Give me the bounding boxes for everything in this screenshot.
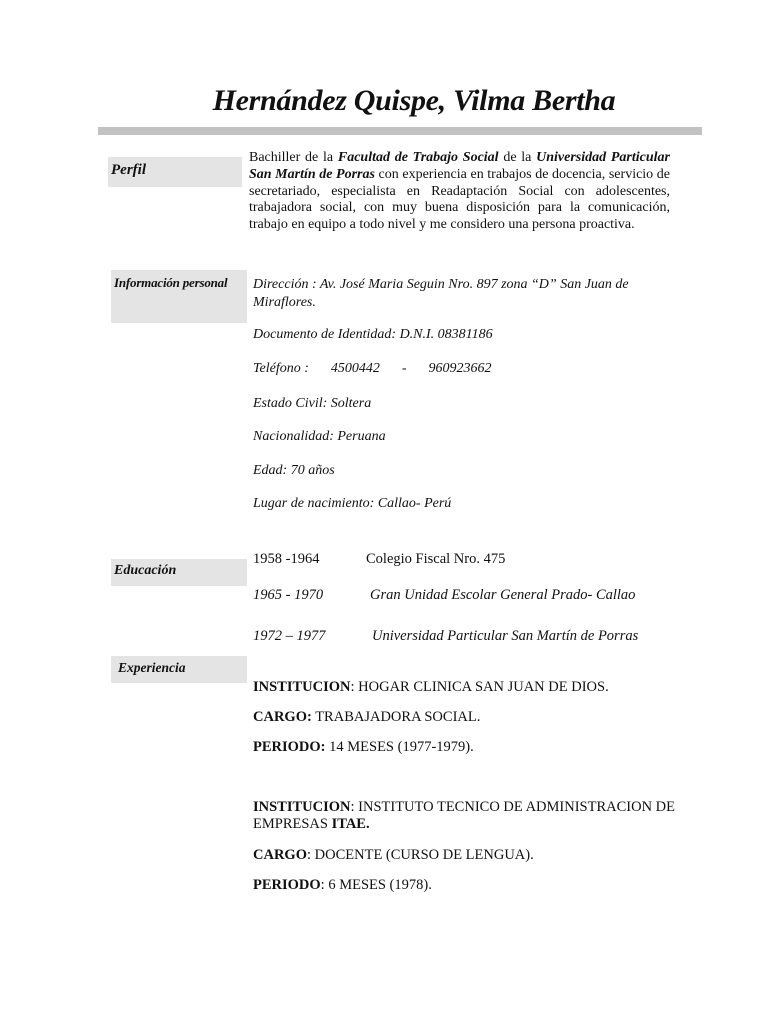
education-school: Gran Unidad Escolar General Prado- Callao (370, 587, 636, 603)
nationality: Nacionalidad: Peruana (253, 429, 386, 444)
education-item (253, 587, 635, 604)
institution-key: INSTITUCION (253, 799, 351, 815)
profile-faculty: Facultad de Trabajo Social (337, 150, 499, 165)
profile-text: de la (498, 150, 537, 165)
dni: Documento de Identidad: D.N.I. 08381186 (253, 327, 493, 342)
profile-text: con experiencia en trabajos de docencia, servicio de secretariado, especialista en Readaptación Social con adolescentes, trabajadora social, con muy buena disposición para la comunicación, trabajo en equipo a todo nivel y me considero una persona proactiva. (249, 166, 670, 233)
section-label-informacion-personal: Información personal (111, 270, 247, 323)
phone (253, 361, 492, 377)
cargo-key: CARGO (253, 847, 307, 863)
address: Dirección : Av. José Maria Seguin Nro. 897 zona “D” San Juan de Miraflores. (253, 277, 629, 310)
job-institution (253, 679, 609, 696)
periodo-key: PERIODO (253, 739, 321, 755)
cargo-value: : DOCENTE (CURSO DE LENGUA). (306, 847, 534, 863)
section-label-experiencia: Experiencia (111, 656, 247, 683)
profile-text: Bachiller de la (249, 150, 338, 165)
page-title: Hernández Quispe, Vilma Bertha (212, 84, 616, 117)
periodo-key: PERIODO (253, 877, 321, 893)
cargo-key: CARGO (253, 709, 307, 725)
cargo-value: TRABAJADORA SOCIAL. (311, 709, 481, 725)
institution-value: : INSTITUTO TECNICO DE ADMINISTRACION DE EMPRESAS (253, 799, 675, 832)
job-periodo (253, 877, 432, 894)
phone-number-2: 960923662 (428, 361, 492, 376)
phone-separator: - (401, 361, 407, 376)
education-years: 1965 - 1970 (253, 587, 324, 603)
education-school: Universidad Particular San Martín de Porras (372, 628, 639, 644)
education-years: 1958 -1964 (253, 551, 320, 567)
institution-key: INSTITUCION (253, 679, 351, 695)
title-divider (98, 127, 702, 135)
profile-summary (249, 150, 670, 234)
education-item (253, 551, 505, 568)
job-cargo (253, 847, 534, 864)
institution-value: : HOGAR CLINICA SAN JUAN DE DIOS. (350, 679, 609, 695)
profile-university: Universidad Particular San Martín de Porras (249, 150, 670, 182)
birthplace: Lugar de nacimiento: Callao- Perú (253, 496, 452, 511)
section-label-educacion: Educación (111, 559, 247, 586)
civil-status: Estado Civil: Soltera (253, 396, 372, 411)
institution-acronym: ITAE. (331, 815, 370, 832)
periodo-value: : 6 MESES (1978). (320, 877, 432, 893)
age: Edad: 70 años (253, 463, 335, 478)
phone-label: Teléfono : (253, 361, 309, 376)
education-school: Colegio Fiscal Nro. 475 (366, 551, 506, 567)
section-label-perfil: Perfil (108, 157, 242, 187)
phone-number-1: 4500442 (330, 361, 380, 376)
job-institution (253, 799, 713, 832)
job-periodo: PERIODO: 14 MESES (1977-1979). (253, 739, 474, 755)
education-years: 1972 – 1977 (253, 628, 326, 644)
job-cargo: CARGO: TRABAJADORA SOCIAL. (253, 709, 481, 725)
education-item (253, 628, 638, 645)
periodo-value: 14 MESES (1977-1979). (325, 739, 474, 755)
